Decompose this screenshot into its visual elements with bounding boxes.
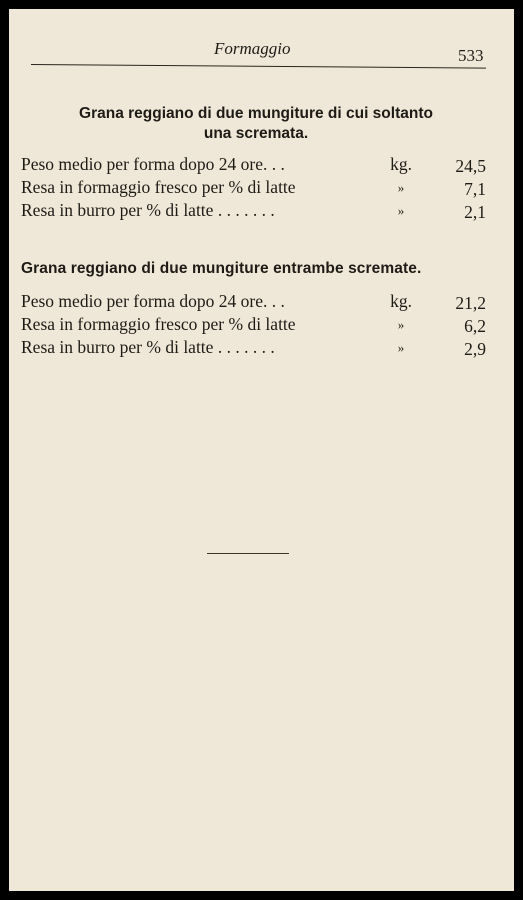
table-row	[21, 291, 491, 314]
row-value: 21,2	[455, 293, 486, 313]
book-page	[9, 9, 514, 891]
row-label: Resa in burro per % di latte . . . . . . .	[21, 200, 275, 220]
row-unit: kg.	[390, 291, 412, 311]
section-heading-line: Grana reggiano di due mungiture entrambe scremate.	[21, 260, 422, 277]
running-title: Formaggio	[214, 39, 291, 58]
section-heading	[21, 259, 491, 279]
table-row	[21, 154, 491, 177]
row-unit-ditto: »	[397, 180, 405, 195]
row-label: Resa in formaggio fresco per % di latte	[21, 314, 296, 334]
section-heading-line: una scremata.	[203, 125, 309, 142]
row-value: 6,2	[464, 316, 486, 336]
row-label: Resa in formaggio fresco per % di latte	[21, 177, 296, 197]
row-label: Resa in burro per % di latte . . . . . . .	[21, 337, 275, 357]
row-value: 2,1	[464, 202, 486, 222]
row-unit: kg.	[390, 154, 412, 174]
section-one-scremata	[21, 104, 491, 223]
section-heading-line: Grana reggiano di due mungiture di cui soltanto	[79, 105, 433, 122]
row-label: Peso medio per forma dopo 24 ore. . .	[21, 291, 285, 311]
table-row	[21, 314, 491, 337]
header-rule	[31, 64, 486, 69]
row-unit-ditto: »	[397, 317, 405, 332]
section-end-rule	[207, 553, 289, 554]
page-number: 533	[458, 46, 484, 65]
row-value: 7,1	[464, 179, 486, 199]
row-label: Peso medio per forma dopo 24 ore. . .	[21, 154, 285, 174]
row-unit-ditto: »	[397, 340, 405, 355]
table-row	[21, 200, 491, 223]
table-row	[21, 337, 491, 360]
running-header	[9, 39, 514, 63]
section-two-entrambe-scremate	[21, 259, 491, 360]
table-row	[21, 177, 491, 200]
row-value: 24,5	[455, 156, 486, 176]
section-heading	[21, 104, 491, 144]
row-value: 2,9	[464, 339, 486, 359]
row-unit-ditto: »	[397, 203, 405, 218]
